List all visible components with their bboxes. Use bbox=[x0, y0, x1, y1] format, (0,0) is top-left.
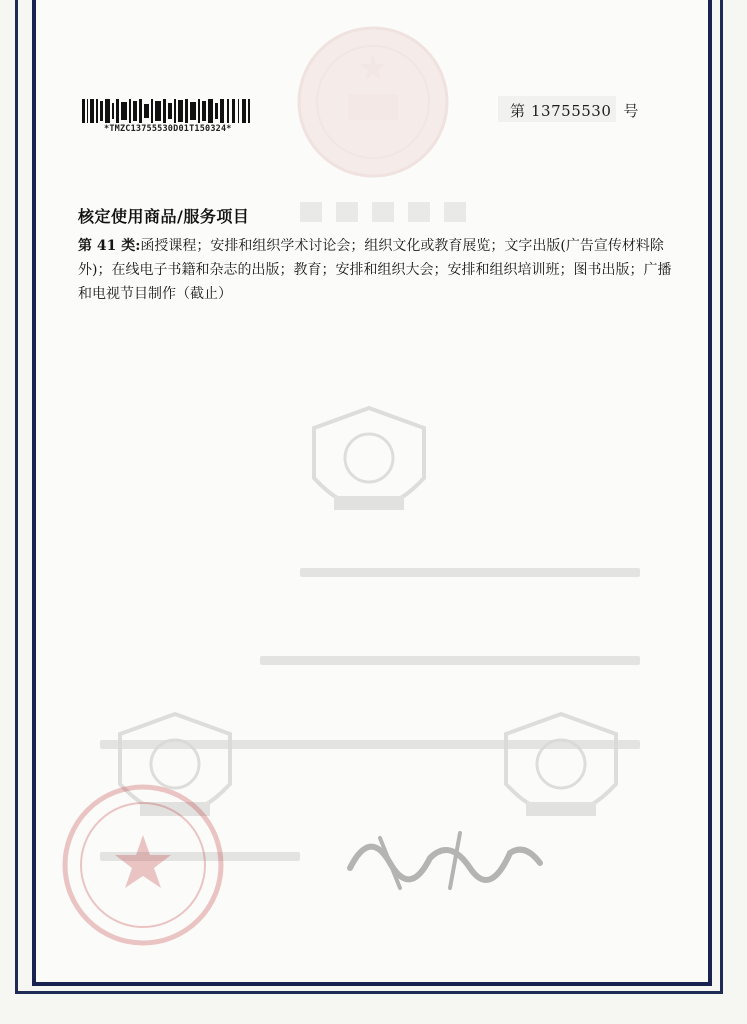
national-emblem-icon bbox=[296, 24, 450, 184]
barcode bbox=[82, 99, 252, 123]
services-list bbox=[78, 234, 678, 306]
reverse-row-2 bbox=[260, 656, 640, 665]
reg-suffix: 号 bbox=[623, 102, 639, 120]
services-items: 函授课程；安排和组织学术讨论会；组织文化或教育展览；文字出版(广告宣传材料除外)；在线电子书籍和杂志的出版；教育；安排和组织大会；安排和组织培训班；图书出版；广播和电视节目制作（截止） bbox=[78, 238, 672, 302]
reverse-row-1 bbox=[300, 568, 640, 577]
class-label: 第 41 类: bbox=[78, 238, 141, 254]
reg-number-value: 13755530 bbox=[531, 102, 612, 120]
trademark-badge-icon bbox=[294, 398, 444, 548]
section-title: 核定使用商品/服务项目 bbox=[78, 207, 250, 226]
signature-mark bbox=[340, 818, 550, 898]
reverse-title-shadow bbox=[300, 196, 500, 226]
red-seal-icon bbox=[58, 780, 228, 950]
barcode-text: *TMZC13755530D01T150324* bbox=[104, 124, 232, 134]
registration-number bbox=[510, 100, 638, 121]
reg-prefix: 第 bbox=[510, 102, 526, 120]
reverse-row-3 bbox=[100, 740, 640, 749]
